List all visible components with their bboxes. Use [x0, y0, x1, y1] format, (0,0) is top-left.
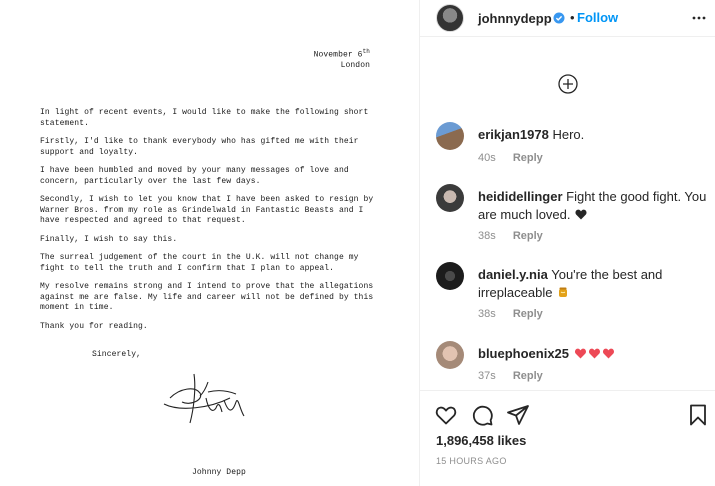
share-icon[interactable]: [506, 403, 530, 427]
author-avatar[interactable]: [436, 4, 464, 32]
letter-paragraph: My resolve remains strong and I intend to prove that the allegations against me are false. My life and career will not be defined by this moment in time.: [40, 282, 374, 312]
letter-paragraph: Secondly, I wish to let you know that I have been asked to resign by Warner Bros. from my role as Grindelwald in Fantastic Beasts and I have respected and agreed to that request.: [40, 195, 374, 225]
author-username[interactable]: johnnydepp: [478, 11, 552, 26]
letter-paragraph: The surreal judgement of the court in the U.K. will not change my fight to tell the truth and I confirm that I plan to appeal.: [40, 253, 359, 273]
commenter-username[interactable]: daniel.y.nia: [478, 267, 548, 282]
commenter-avatar[interactable]: [436, 122, 464, 150]
commenter-username[interactable]: bluephoenix25: [478, 346, 570, 361]
post-side-panel: [420, 0, 715, 486]
commenter-username[interactable]: erikjan1978: [478, 127, 549, 142]
reply-button[interactable]: Reply: [512, 308, 543, 320]
comment-text: [478, 345, 708, 363]
letter-body: [40, 108, 378, 340]
comment-time: 38s: [478, 308, 496, 320]
comment-text: [478, 126, 708, 144]
follow-button[interactable]: Follow: [577, 10, 619, 25]
comment-item: [436, 184, 706, 244]
black-heart-icon: [575, 209, 587, 220]
red-heart-icon: [588, 348, 601, 359]
comment-body: Fight the good fight. You are much loved.: [478, 189, 707, 222]
comment-text: [478, 188, 708, 224]
comment-body: Hero.: [552, 127, 585, 142]
commenter-username[interactable]: heididellinger: [478, 189, 563, 204]
comment-body: You're the best and irreplaceable: [478, 267, 663, 300]
comment-time: 40s: [478, 152, 496, 164]
letter-paragraph: Firstly, I'd like to thank everybody who has gifted me with their support and loyalty.: [40, 137, 359, 157]
letter-date: [312, 47, 370, 71]
letter-signature-name: Johnny Depp: [192, 468, 246, 477]
handwritten-signature-icon: [160, 368, 250, 428]
letter-city: London: [340, 60, 370, 70]
comment-text: [478, 266, 708, 302]
comment-meta: [478, 152, 557, 164]
post-timestamp[interactable]: 15 HOURS AGO: [436, 456, 507, 466]
red-heart-icon: [602, 348, 615, 359]
comment-meta: [478, 370, 557, 382]
like-icon[interactable]: [434, 403, 458, 427]
comment-time: 37s: [478, 370, 496, 382]
letter-date-text: November 6: [313, 50, 363, 60]
comment-meta: [478, 308, 557, 320]
header-separator: •: [570, 10, 575, 25]
honey-pot-icon: [557, 286, 569, 298]
letter-paragraph: In light of recent events, I would like to make the following short statement.: [40, 108, 369, 128]
comment-meta: [478, 230, 557, 242]
comment-time: 38s: [478, 230, 496, 242]
commenter-avatar[interactable]: [436, 184, 464, 212]
more-options-icon[interactable]: [691, 10, 707, 26]
letter-closing: Sincerely,: [92, 350, 142, 359]
save-icon[interactable]: [686, 403, 710, 427]
comment-item: [436, 341, 706, 387]
reply-button[interactable]: Reply: [512, 230, 543, 242]
comment-icon[interactable]: [470, 403, 494, 427]
letter-paragraph: Finally, I wish to say this.: [40, 234, 178, 244]
add-comment-icon[interactable]: [558, 74, 578, 94]
letter-date-suffix: th: [362, 48, 370, 55]
post-header: [420, 0, 715, 37]
commenter-avatar[interactable]: [436, 341, 464, 369]
comment-item: [436, 262, 706, 322]
reply-button[interactable]: Reply: [512, 370, 543, 382]
letter-paragraph: I have been humbled and moved by your many messages of love and concern, particularly over the last few days.: [40, 166, 349, 186]
verified-badge-icon: [553, 12, 565, 24]
like-count[interactable]: 1,896,458 likes: [436, 433, 527, 448]
reply-button[interactable]: Reply: [512, 152, 543, 164]
commenter-avatar[interactable]: [436, 262, 464, 290]
post-actions: [420, 390, 715, 486]
red-heart-icon: [574, 348, 587, 359]
letter-paragraph: Thank you for reading.: [40, 321, 148, 331]
comment-item: [436, 122, 706, 172]
